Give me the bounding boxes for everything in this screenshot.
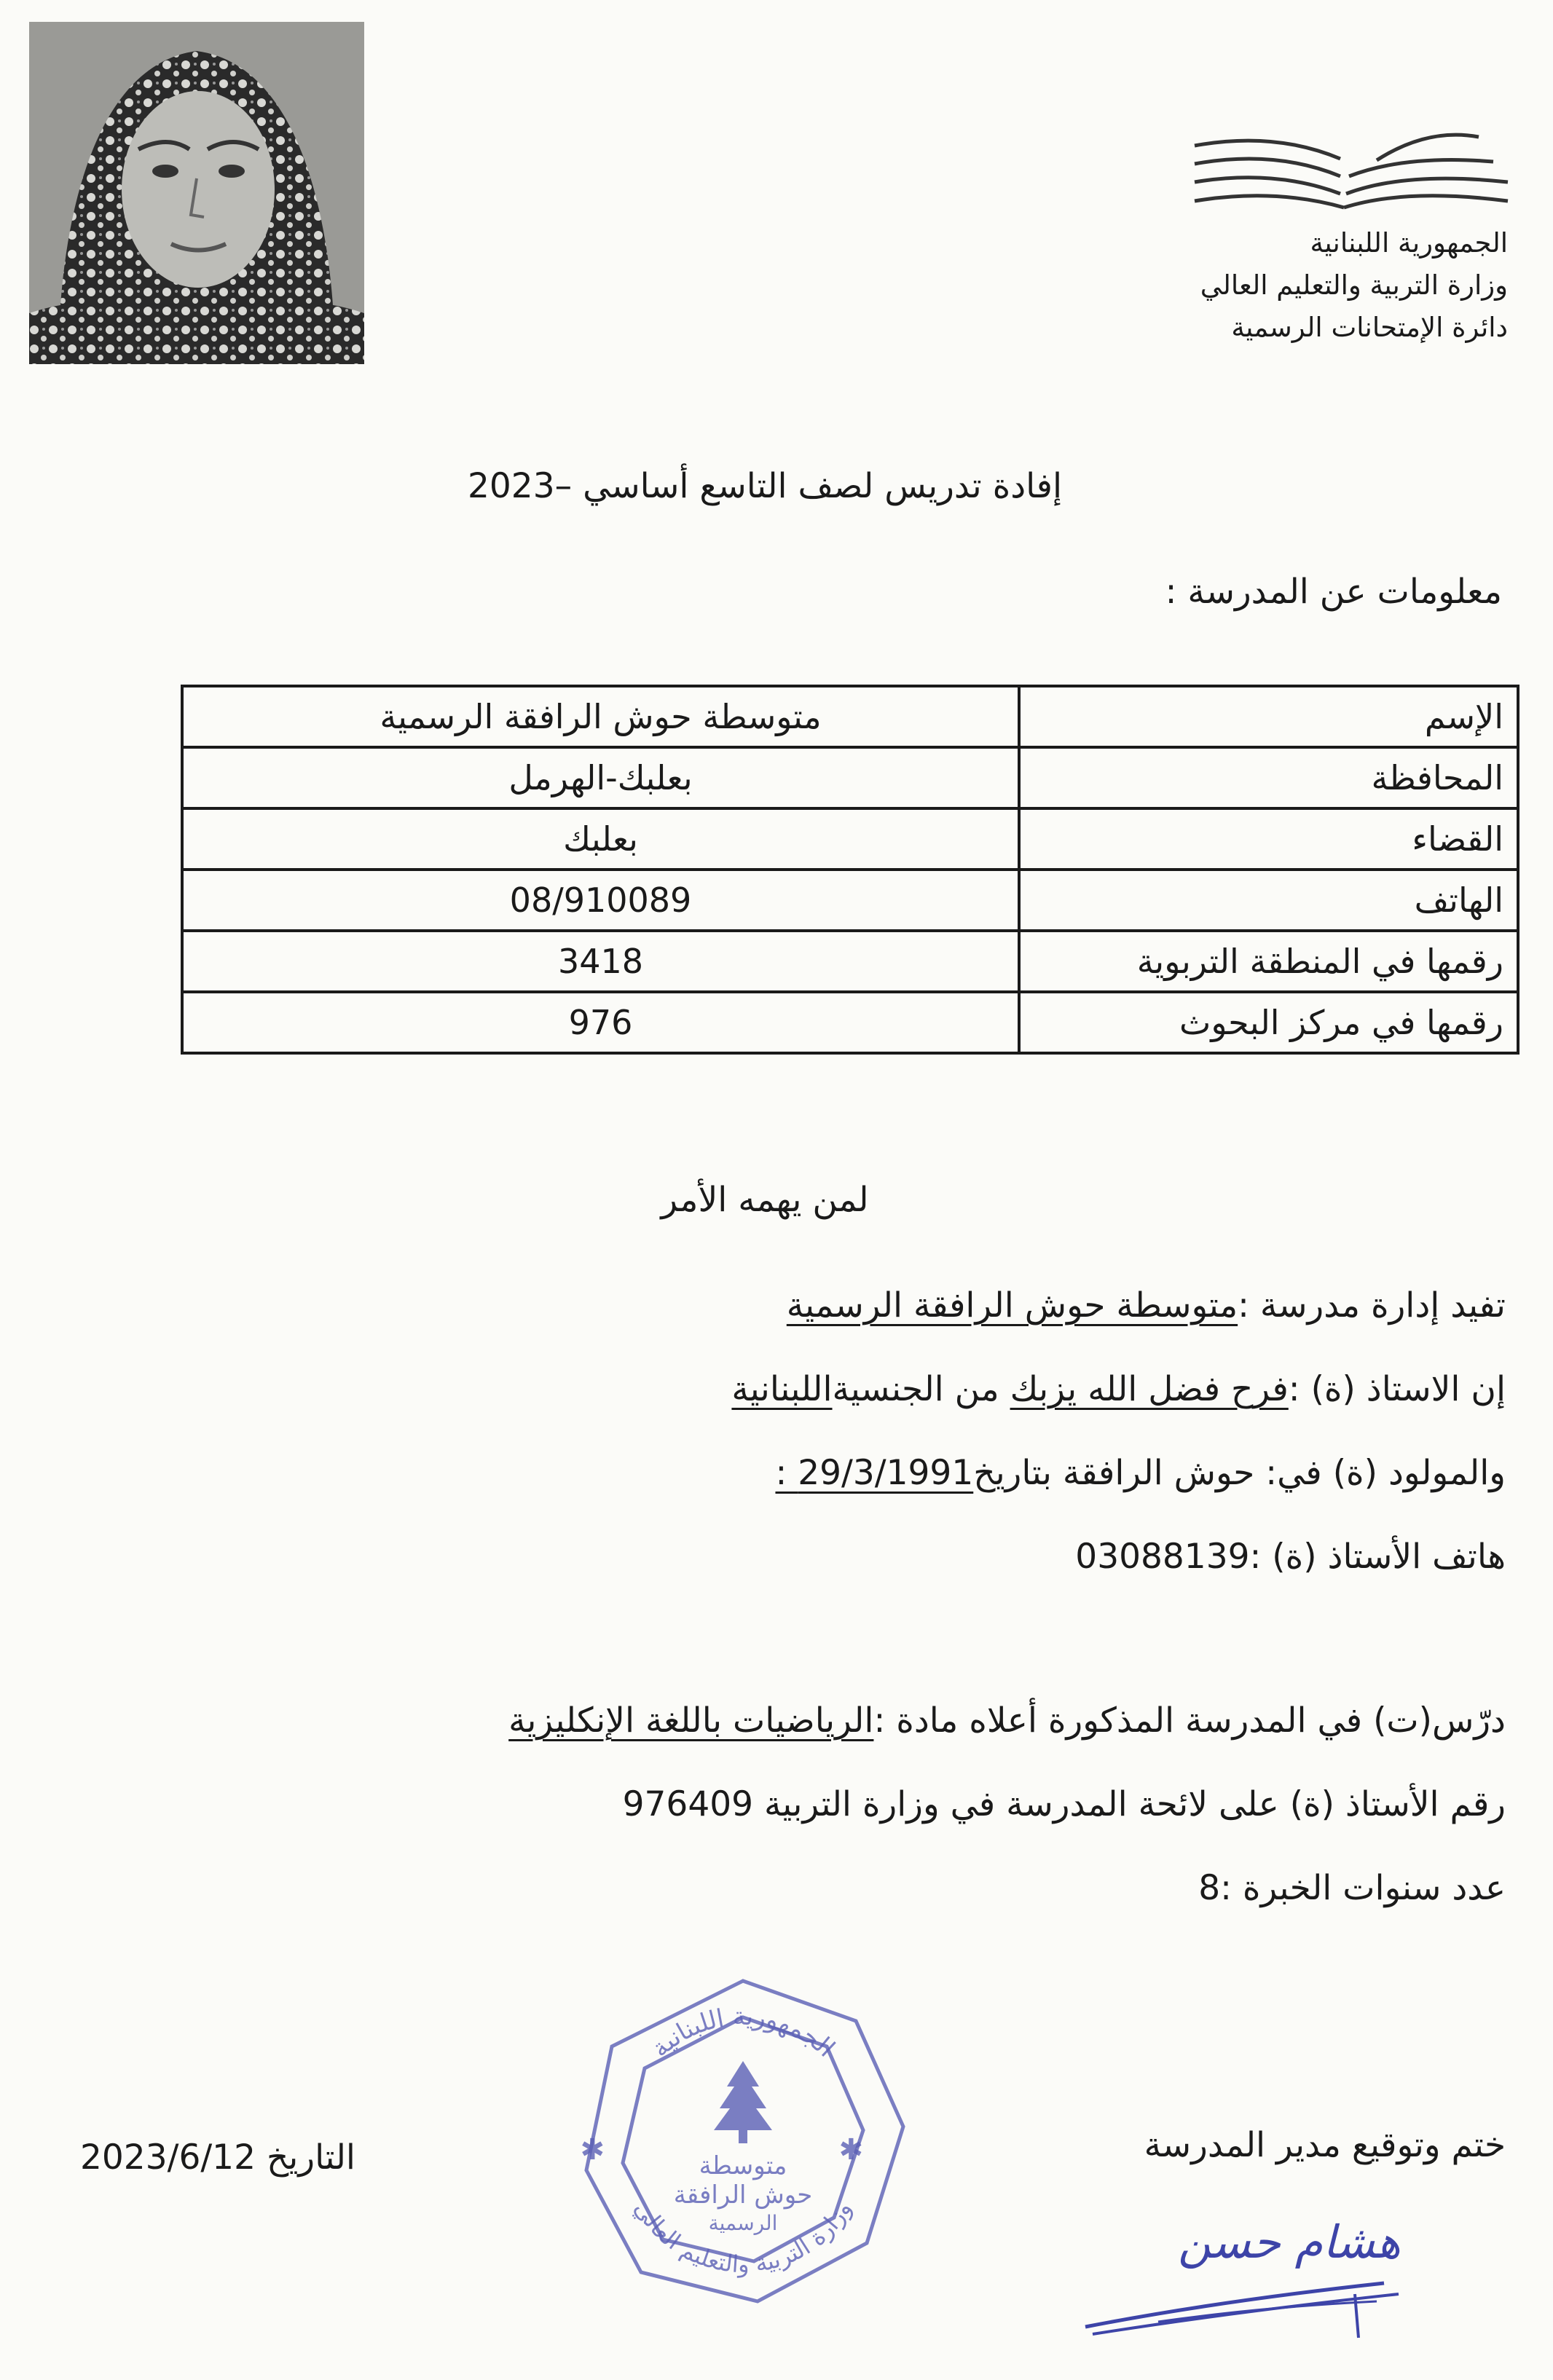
nationality-value: اللبنانية [731,1369,833,1409]
school-info-table [181,685,1519,1055]
stamp-center-line1: متوسطة [699,2151,787,2180]
info-value: متوسطة حوش الرافقة الرسمية [182,686,1019,747]
applicant-photo [29,22,364,364]
document-title: إفادة تدريس لصف التاسع أساسي –2023 [468,466,1062,506]
info-label: رقمها في المنطقة التربوية [1019,931,1518,992]
date-line [80,2137,355,2178]
director-signature [1071,2185,1442,2367]
info-value: 3418 [182,931,1019,992]
info-label: الإسم [1019,686,1518,747]
date-label: التاريخ [266,2137,355,2178]
teacher-line [731,1369,1506,1409]
ministry-name: وزارة التربية والتعليم العالي [1200,269,1508,301]
stamp-center-line3: الرسمية [708,2211,778,2235]
signature-label: ختم وتوقيع مدير المدرسة [1144,2125,1506,2165]
info-label: القضاء [1019,808,1518,870]
info-label: رقمها في مركز البحوث [1019,992,1518,1053]
subject-value: الرياضيات باللغة الإنكليزية [508,1701,874,1741]
subject-line-prefix: درّس(ت) في المدرسة المذكورة أعلاه مادة : [873,1701,1506,1741]
phone-line [1075,1537,1506,1577]
table-row [182,931,1518,992]
teacher-name-value: فرح فضل الله يزبك [1010,1369,1289,1409]
ministry-header [1200,222,1508,349]
teacher-number-line: رقم الأستاذ (ة) على لائحة المدرسة في وزارة التربية 976409 [622,1784,1506,1824]
republic-name: الجمهورية اللبنانية [1310,227,1508,259]
stamp-center-line2: حوش الرافقة [673,2180,813,2210]
info-value: بعلبك-الهرمل [182,747,1019,808]
school-stamp [568,1966,918,2316]
table-row [182,808,1518,870]
birth-date-value: 29/3/1991 : [775,1453,974,1493]
stamp-bottom-text: وزارة التربية والتعليم العالي [629,2195,857,2279]
birth-line-prefix: والمولود (ة) في: حوش الرافقة بتاريخ [973,1453,1506,1493]
stamp-top-text: الجمهورية اللبنانية [645,2001,841,2063]
school-line [787,1285,1506,1325]
school-name-value: متوسطة حوش الرافقة الرسمية [786,1285,1238,1325]
school-line-prefix: تفيد إدارة مدرسة : [1238,1285,1506,1325]
table-row [182,870,1518,931]
star-icon: ✱ [838,2133,863,2167]
table-row [182,747,1518,808]
svg-text:الجمهورية اللبنانية [646,2002,841,2063]
department-name: دائرة الإمتحانات الرسمية [1231,312,1508,343]
teacher-phone-value: 03088139 [1075,1537,1250,1577]
info-value: 976 [182,992,1019,1053]
date-value: 2023/6/12 [80,2137,256,2178]
signature-text: هشام حسن [1178,2215,1401,2269]
info-value: بعلبك [182,808,1019,870]
subject-line [508,1701,1506,1741]
to-whom-heading: لمن يهمه الأمر [661,1180,869,1220]
ministry-logo [1187,131,1515,211]
info-value: 08/910089 [182,870,1019,931]
experience-line: عدد سنوات الخبرة :8 [1198,1868,1506,1908]
teacher-line-prefix: إن الاستاذ (ة) : [1288,1369,1506,1409]
cedar-icon [714,2061,772,2130]
info-label: الهاتف [1019,870,1518,931]
info-label: المحافظة [1019,747,1518,808]
table-row [182,992,1518,1053]
birth-line [775,1453,1506,1493]
table-row [182,686,1518,747]
star-icon: ✱ [580,2133,605,2167]
phone-line-prefix: هاتف الأستاذ (ة) : [1249,1537,1506,1577]
cedar-trunk [739,2130,747,2143]
nationality-prefix: من الجنسية [832,1369,1010,1409]
school-info-heading: معلومات عن المدرسة : [1165,572,1502,612]
